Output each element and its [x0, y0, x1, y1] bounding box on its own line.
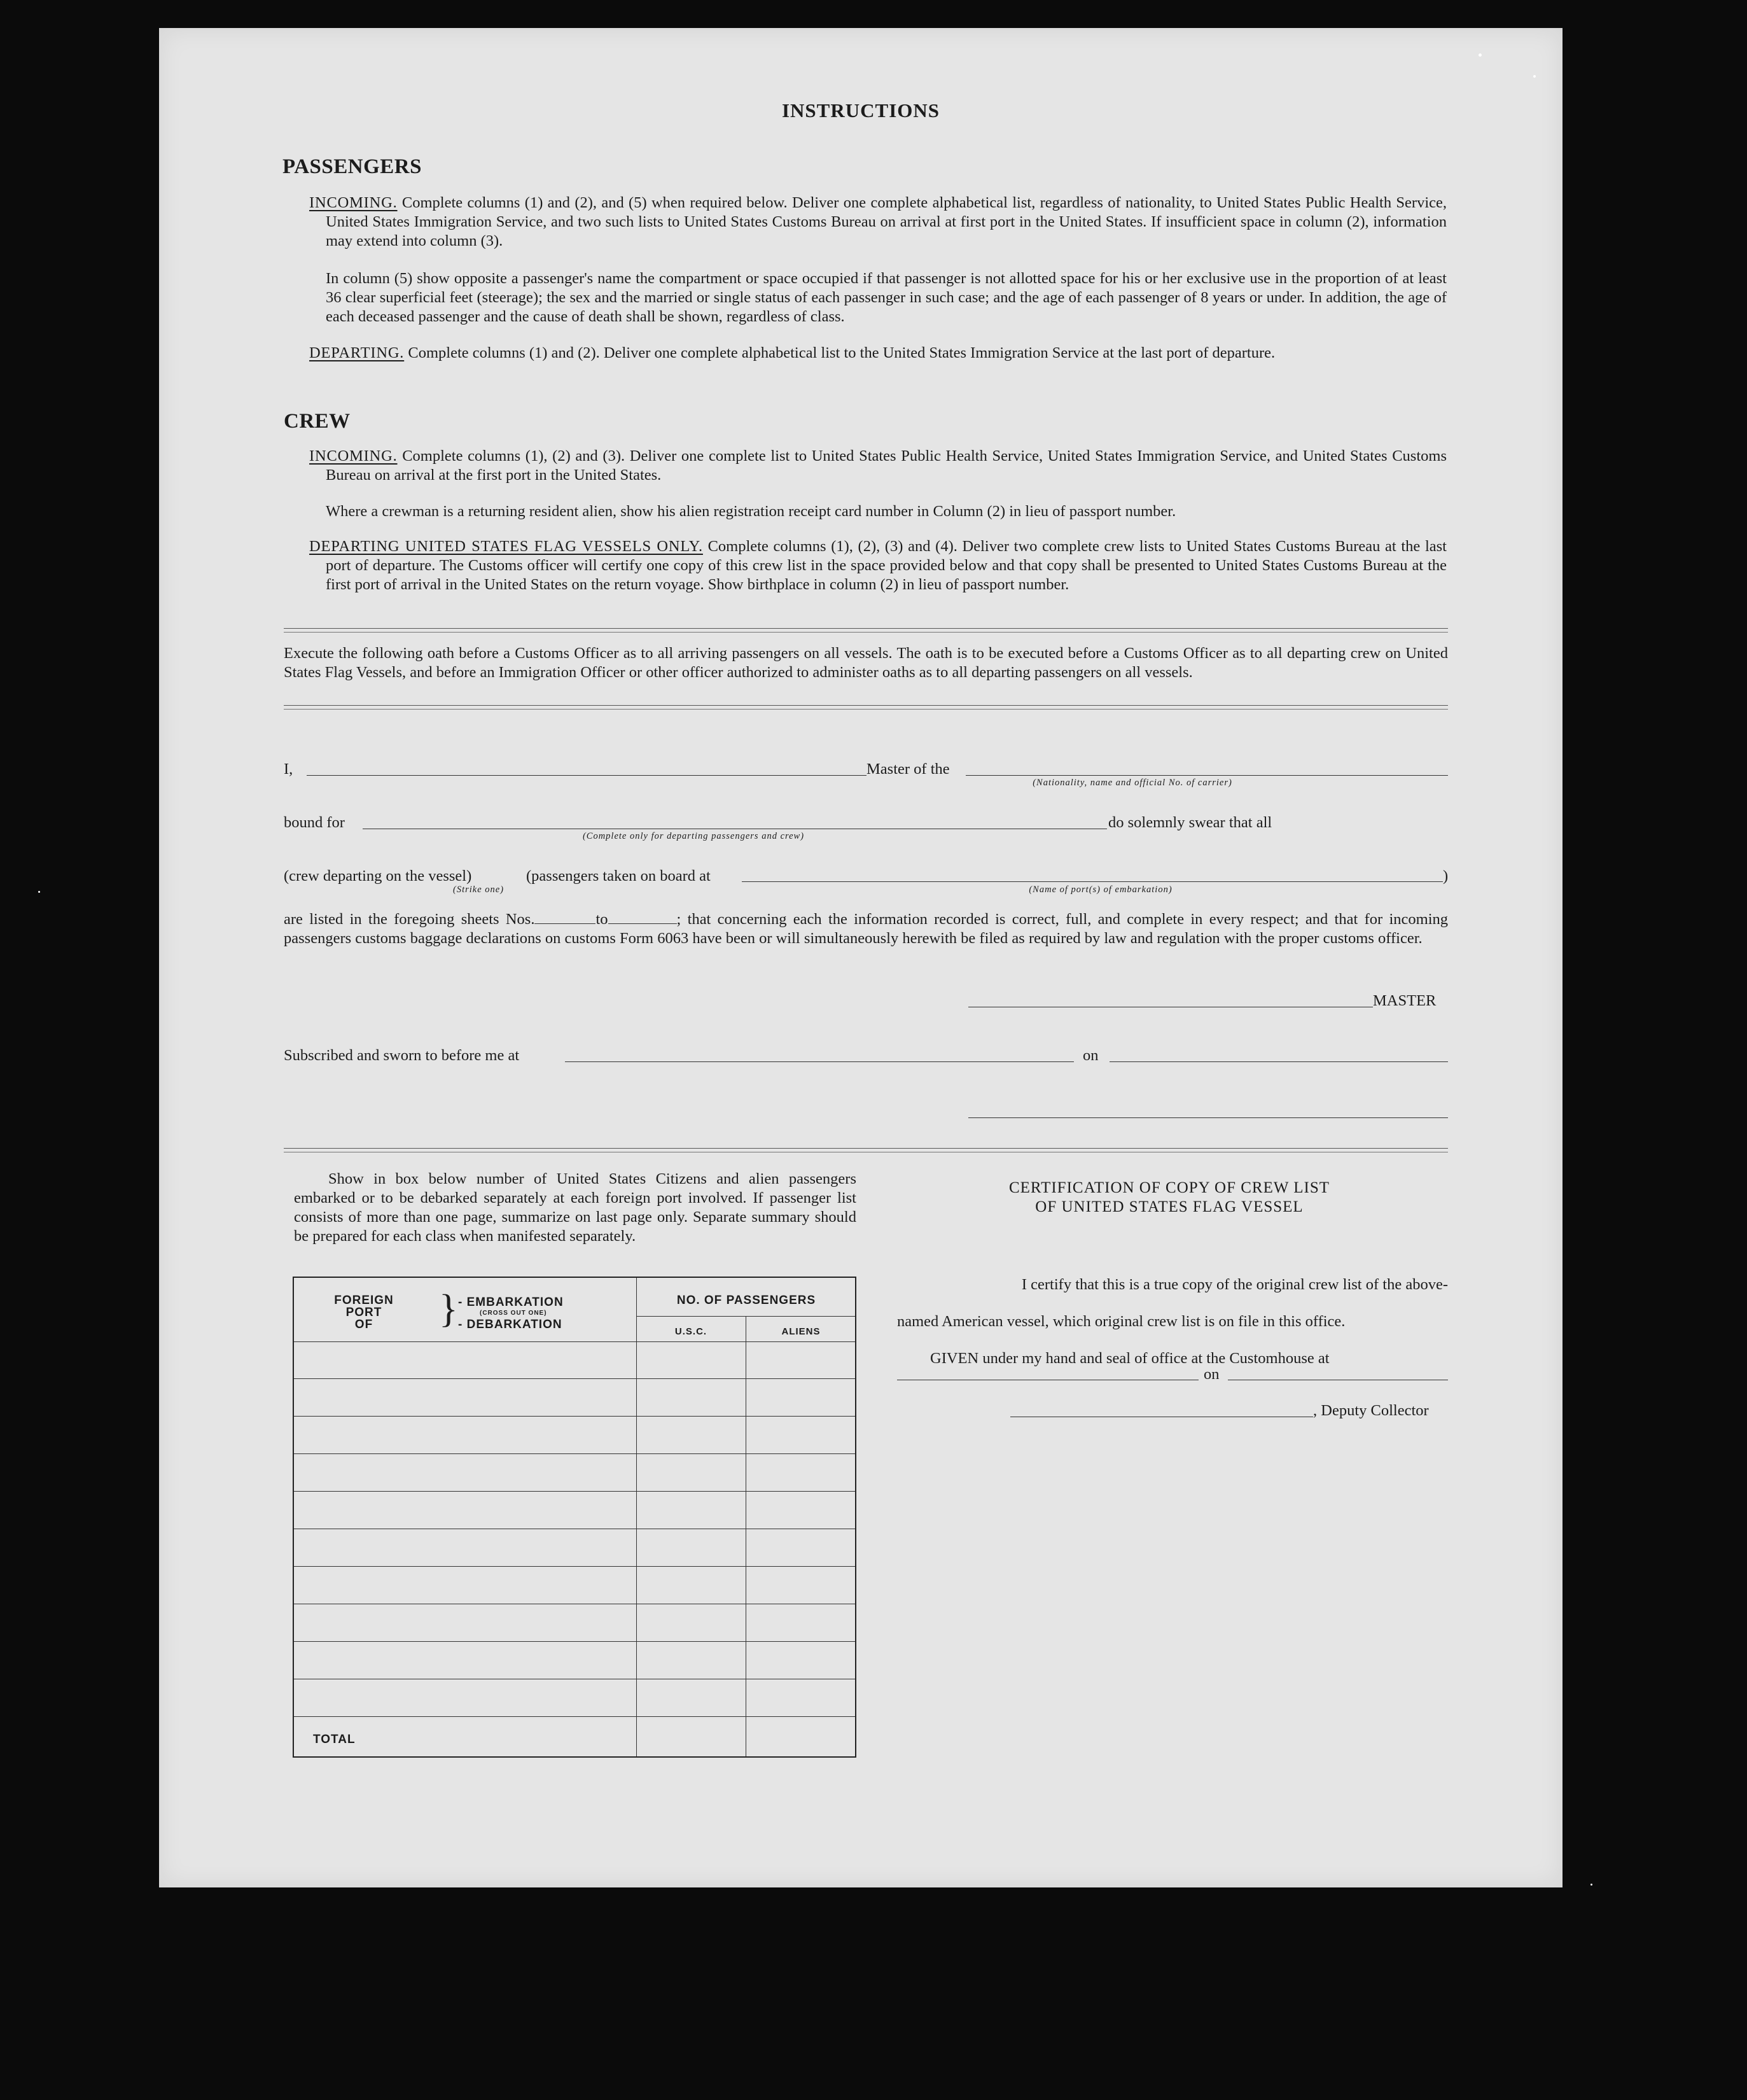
certification-title-line2: OF UNITED STATES FLAG VESSEL — [1035, 1198, 1304, 1215]
passenger-summary-table — [293, 1277, 856, 1758]
table-row — [294, 1641, 855, 1642]
foreign-port-of-header — [319, 1294, 408, 1331]
brace-icon: } — [439, 1287, 458, 1331]
debarkation-option[interactable]: - DEBARKATION — [458, 1318, 562, 1331]
passengers-departing-label: DEPARTING. — [309, 344, 405, 361]
on-label: on — [1083, 1047, 1099, 1064]
nationality-caption: (Nationality, name and official No. of carrier) — [1033, 778, 1232, 788]
crew-incoming-text: Complete columns (1), (2) and (3). Deliver one complete list to United States Public Health Service, United States Immigration Service, and United States Customs Bureau on arrival at the first port in the United States. — [326, 447, 1447, 484]
table-column-divider — [636, 1278, 637, 1756]
table-row — [294, 1341, 855, 1342]
table-row — [294, 1453, 855, 1454]
divider — [284, 1148, 1448, 1149]
table-row — [294, 1491, 855, 1492]
passengers-taken-option[interactable]: (passengers taken on board at — [526, 867, 711, 885]
sheet-to-field[interactable] — [608, 912, 677, 924]
table-row — [294, 1566, 855, 1567]
sworn-location-field[interactable] — [565, 1061, 1074, 1062]
table-row — [294, 1716, 855, 1717]
table-header-divider — [636, 1316, 855, 1317]
passengers-incoming-label: INCOMING. — [309, 194, 398, 211]
listed-text-end: ; that concerning each the information recorded is correct, full, and complete in every respect; and that for incoming passengers customs baggage declarations on customs Form 6063 have been or will simultaneously herewith be filed as required by law and regulation with the proper customs officer. — [284, 911, 1448, 947]
complete-only-caption: (Complete only for departing passengers and crew) — [582, 831, 805, 841]
swear-text: do solemnly swear that all — [1108, 814, 1272, 831]
passengers-heading: PASSENGERS — [282, 155, 422, 178]
scan-speck — [1590, 1884, 1592, 1886]
carrier-field[interactable] — [966, 775, 1448, 776]
crew-departing-text: Complete columns (1), (2), (3) and (4). Deliver two complete crew lists to United States Customs Bureau at the last port of departure. The Customs officer will certify one copy of this crew list in the space provided below and that copy shall be presented to United States Customs Bureau at the first port of arrival in the United States on the return voyage. Show birthplace in column (2) in lieu of passport number. — [326, 538, 1447, 593]
ports-field[interactable] — [742, 881, 1443, 882]
certify-line2: named American vessel, which original crew list is on file in this office. — [897, 1313, 1346, 1330]
page-title: INSTRUCTIONS — [781, 99, 940, 122]
master-label: MASTER — [1373, 992, 1437, 1009]
crew-departing-paragraph — [309, 537, 1447, 594]
port-label: PORT — [345, 1306, 382, 1319]
subscribed-label: Subscribed and sworn to before me at — [284, 1047, 520, 1064]
passengers-departing-paragraph — [309, 344, 1447, 363]
scan-speck — [1533, 75, 1536, 78]
crew-departing-label: DEPARTING UNITED STATES FLAG VESSELS ONLY. — [309, 538, 703, 555]
strike-one-caption: (Strike one) — [453, 885, 505, 895]
listed-paragraph — [284, 910, 1448, 948]
oath-i-label: I, — [284, 760, 293, 778]
sworn-date-field[interactable] — [1110, 1061, 1448, 1062]
divider — [284, 632, 1448, 633]
usc-header: U.S.C. — [674, 1326, 707, 1337]
divider — [284, 705, 1448, 706]
master-name-field[interactable] — [307, 775, 867, 776]
divider — [284, 709, 1448, 710]
total-label: TOTAL — [313, 1733, 356, 1746]
document-page — [159, 28, 1563, 1887]
oath-note: Execute the following oath before a Customs Officer as to all arriving passengers on all vessels. The oath is to be executed before a Customs Officer as to all departing crew on United States Flag Vessels, and before an Immigration Officer or other officer authorized to administer oaths as to all departing passengers on all vessels. — [284, 645, 1448, 681]
crew-incoming-label: INCOMING. — [309, 447, 398, 465]
summary-note: Show in box below number of United States Citizens and alien passengers embarked or to be debarked separately at each foreign port involved. If passenger list consists of more than one page, summarize on last page only. Separate summary should be prepared for each class when manifested separately. — [294, 1170, 856, 1245]
divider — [284, 628, 1448, 629]
of-label: OF — [354, 1318, 373, 1331]
passengers-incoming-text: Complete columns (1) and (2), and (5) when required below. Deliver one complete alphabetical list, regardless of nationality, to United States Public Health Service, United States Immigration Service, and two such lists to United States Customs Bureau on arrival at first port in the United States. If insufficient space in column (2), information may extend into column (3). — [326, 194, 1447, 249]
certification-title-line1: CERTIFICATION OF COPY OF CREW LIST — [1008, 1179, 1330, 1196]
table-row — [294, 1378, 855, 1379]
passengers-incoming-paragraph — [309, 193, 1447, 251]
crew-incoming-paragraph — [309, 447, 1447, 485]
crew-heading: CREW — [284, 410, 351, 433]
master-of-label: Master of the — [867, 760, 950, 778]
cross-out-note: (CROSS OUT ONE) — [480, 1310, 547, 1317]
certify-line1: I certify that this is a true copy of the original crew list of the above- — [1021, 1276, 1448, 1293]
table-row — [294, 1416, 855, 1417]
close-paren: ) — [1443, 867, 1449, 885]
crew-alien-paragraph: Where a crewman is a returning resident alien, show his alien registration receipt card number in Column (2) in lieu of passport number. — [326, 503, 1176, 520]
passengers-column5-paragraph: In column (5) show opposite a passenger's name the compartment or space occupied if that passenger is not allotted space for his or her exclusive use in the proportion of at least 36 clear superficial feet (steerage); the sex and the married or single status of each passenger in such case; and the age of each passenger of 8 years or under. In addition, the age of each deceased passenger and the cause of death shall be shown, regardless of class. — [326, 270, 1447, 325]
crew-departing-option[interactable]: (crew departing on the vessel) — [284, 867, 472, 885]
no-of-passengers-header: NO. OF PASSENGERS — [676, 1294, 816, 1307]
certification-title — [891, 1179, 1448, 1217]
given-line: GIVEN under my hand and seal of office at the Customhouse at — [930, 1350, 1330, 1367]
scan-speck — [1479, 53, 1482, 57]
deputy-collector-label: , Deputy Collector — [1313, 1402, 1429, 1419]
officer-signature-field[interactable] — [968, 1117, 1448, 1118]
aliens-header: ALIENS — [781, 1326, 821, 1337]
scan-speck — [38, 891, 40, 893]
passengers-departing-text: Complete columns (1) and (2). Deliver one complete alphabetical list to the United States Immigration Service at the last port of departure. — [404, 344, 1276, 361]
listed-to: to — [595, 911, 608, 928]
bound-for-label: bound for — [284, 814, 345, 831]
ports-caption: (Name of port(s) of embarkation) — [1029, 885, 1173, 895]
certification-on-label: on — [1204, 1366, 1220, 1383]
embarkation-option[interactable]: - EMBARKATION — [458, 1296, 564, 1309]
foreign-label: FOREIGN — [334, 1294, 394, 1307]
sheet-from-field[interactable] — [534, 912, 595, 924]
listed-text-start: are listed in the foregoing sheets Nos. — [284, 911, 535, 928]
